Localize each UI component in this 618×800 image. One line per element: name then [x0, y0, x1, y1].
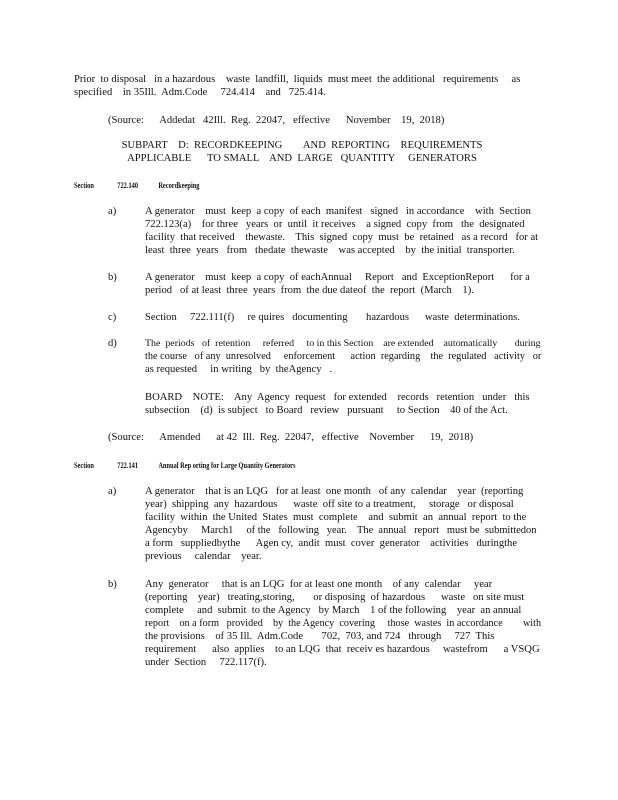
subpart-heading-line-1: SUBPART D: RECORDKEEPING AND REPORTING REQUIREMENTS — [121, 140, 483, 151]
list-item-text-line: year) shipping any hazardous waste off site to a treatment, storage or disposal — [145, 499, 514, 510]
list-item-text-line: Any generator that is an LQG for at least one month of any calendar year — [145, 579, 493, 590]
section-title: Recordkeeping — [158, 181, 200, 190]
intro-line-1: Prior to disposal in a hazardous waste landfill, liquids must meet the additional requirements as — [74, 74, 521, 85]
list-item-text-line: A generator must keep a copy of each manifest signed in accordance with Section — [145, 206, 531, 217]
item-marker: d) — [108, 338, 117, 349]
item-marker: b) — [108, 579, 117, 590]
section-heading-722-140 — [74, 181, 199, 190]
source-note-2: (Source: Amended at 42 Ill. Reg. 22047, effective November 19, 2018) — [108, 432, 474, 443]
list-item-text-line: facility that received thewaste. This signed copy must be retained as a record for at — [145, 232, 539, 243]
list-item-text-line: facility within the United States must complete and submit an annual report to the — [145, 512, 527, 523]
board-note-line: BOARD NOTE: Any Agency request for extended records retention under this — [145, 392, 530, 403]
list-item-text-line: report on a form provided by the Agency covering those wastes in accordance with — [145, 618, 542, 629]
item-marker: a) — [108, 206, 117, 217]
list-item-text-line: the provisions of 35 Ill. Adm.Code 702, 703, and 724 through 727 This — [145, 631, 495, 642]
section-title: Annual Rep orting for Large Quantity Generators — [158, 461, 296, 470]
list-item-text-line: complete and submit to the Agency by March 1 of the following year an annual — [145, 605, 522, 616]
list-item-text-line: period of at least three years from the due dateof the report (March 1). — [145, 285, 474, 296]
item-marker: a) — [108, 486, 117, 497]
list-item-text-line: A generator must keep a copy of eachAnnual Report and ExceptionReport for a — [145, 272, 530, 283]
list-item-text-line: requirement also applies to an LQG that receiv es hazardous wastefrom a VSQG — [145, 644, 540, 655]
list-item-text-line: The periods of retention referred to in this Section are extended automatically during — [145, 338, 541, 349]
section-label: Section — [74, 181, 94, 190]
section-number: 722.140 — [117, 181, 139, 190]
intro-line-2: specified in 35Ill. Adm.Code 724.414 and 725.414. — [74, 87, 326, 98]
list-item-text-line: least three years from thedate thewaste was accepted by the initial transporter. — [145, 245, 515, 256]
item-marker: b) — [108, 272, 117, 283]
list-item-text-line: the course of any unresolved enforcement action regarding the regulated activity or — [145, 351, 542, 362]
board-note-line: subsection (d) is subject to Board review pursuant to Section 40 of the Act. — [145, 405, 508, 416]
list-item-text-line: (reporting year) treating,storing, or disposing of hazardous waste on site must — [145, 592, 525, 603]
list-item-text-line: a form suppliedbythe Agen cy, andit must cover generator activities duringthe — [145, 538, 518, 549]
list-item-text-line: 722.123(a) for three years or until it receives a signed copy from the designated — [145, 219, 525, 230]
subpart-heading-line-2: APPLICABLE TO SMALL AND LARGE QUANTITY GENERATORS — [127, 153, 477, 164]
section-label: Section — [74, 461, 94, 470]
list-item-text-line: Agencyby March1 of the following year. The annual report must be submittedon — [145, 525, 537, 536]
list-item-text-line: under Section 722.117(f). — [145, 657, 267, 668]
list-item-text-line: as requested in writing by theAgency . — [145, 364, 333, 375]
item-marker: c) — [108, 312, 117, 323]
list-item-text-line: Section 722.111(f) re quires documenting hazardous waste determinations. — [145, 312, 520, 323]
list-item-text-line: A generator that is an LQG for at least one month of any calendar year (reporting — [145, 486, 524, 497]
source-note-1: (Source: Addedat 42Ill. Reg. 22047, effective November 19, 2018) — [108, 115, 445, 126]
list-item-text-line: previous calendar year. — [145, 551, 262, 562]
section-heading-722-141 — [74, 461, 295, 470]
section-number: 722.141 — [117, 461, 139, 470]
